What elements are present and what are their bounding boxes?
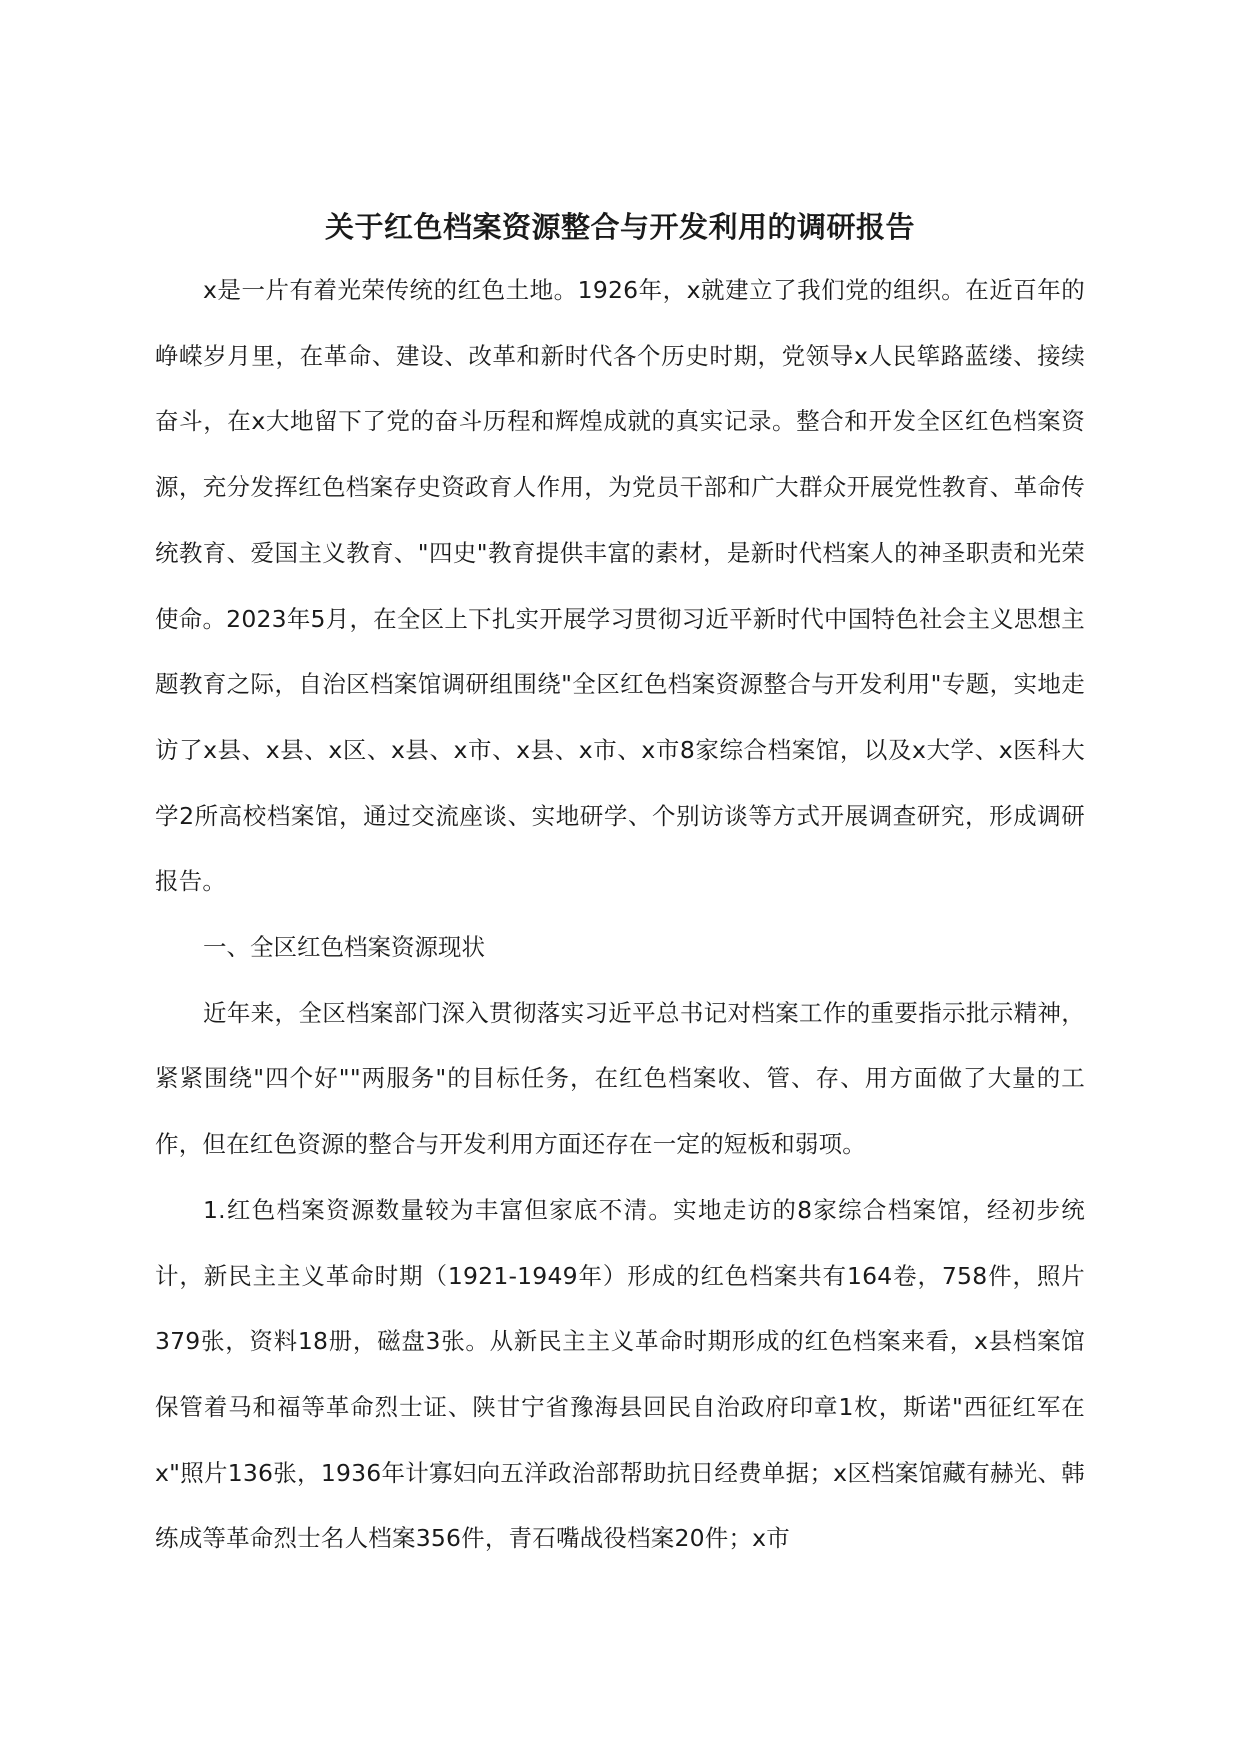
intro-paragraph: x是一片有着光荣传统的红色土地。1926年，x就建立了我们党的组织。在近百年的峥嵘岁月里，在革命、建设、改革和新时代各个历史时期，党领导x人民筚路蓝缕、接续奋斗，在x大地留下了党的奋斗历程和辉煌成就的真实记录。整合和开发全区红色档案资源，充分发挥红色档案存史资政育人作用，为党员干部和广大群众开展党性教育、革命传统教育、爱国主义教育、"四史"教育提供丰富的素材，是新时代档案人的神圣职责和光荣使命。2023年5月，在全区上下扎实开展学习贯彻习近平新时代中国特色社会主义思想主题教育之际，自治区档案馆调研组围绕"全区红色档案资源整合与开发利用"专题，实地走访了x县、x县、x区、x县、x市、x县、x市、x市8家综合档案馆，以及x大学、x医科大学2所高校档案馆，通过交流座谈、实地研学、个别访谈等方式开展调查研究，形成调研报告。 — [155, 276, 1085, 896]
section-heading: 一、全区红色档案资源现状 — [203, 933, 485, 962]
body-paragraph: 近年来，全区档案部门深入贯彻落实习近平总书记对档案工作的重要指示批示精神，紧紧围绕"四个好""两服务"的目标任务，在红色档案收、管、存、用方面做了大量的工作，但在红色资源的整合与开发利用方面还存在一定的短板和弱项。 — [155, 998, 1085, 1159]
document-title: 关于红色档案资源整合与开发利用的调研报告 — [324, 210, 915, 245]
document-body — [155, 258, 1085, 1572]
body-paragraph: 1.红色档案资源数量较为丰富但家底不清。实地走访的8家综合档案馆，经初步统计，新民主主义革命时期（1921-1949年）形成的红色档案共有164卷，758件，照片379张，资料18册，磁盘3张。从新民主主义革命时期形成的红色档案来看，x县档案馆保管着马和福等革命烈士证、陕甘宁省豫海县回民自治政府印章1枚，斯诺"西征红军在x"照片136张，1936年计寡妇向五洋政治部帮助抗日经费单据；x区档案馆藏有赫光、韩练成等革命烈士名人档案356件，青石嘴战役档案20件；x市 — [155, 1195, 1085, 1553]
